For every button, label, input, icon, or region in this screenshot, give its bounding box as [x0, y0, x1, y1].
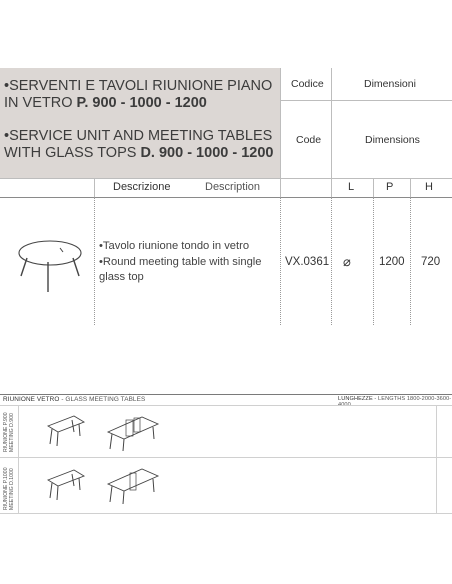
divider [0, 513, 452, 514]
lengths-label-en: - LENGTHS 1800-2000-3600- [374, 396, 452, 402]
divider [18, 405, 19, 513]
product-description [99, 239, 277, 286]
title-italian [4, 78, 280, 112]
divider [0, 197, 452, 198]
divider [0, 394, 452, 395]
divider [373, 197, 374, 325]
product-description-en: •Round meeting table with single glass top [99, 255, 262, 284]
header-code: Code [296, 134, 322, 146]
product-l: ⌀ [343, 254, 351, 269]
row2-label [3, 467, 15, 510]
divider [0, 457, 452, 458]
divider [280, 197, 281, 325]
row1-label-it: RIUNIONE P.900 [3, 412, 9, 452]
divider [0, 405, 452, 406]
divider [410, 178, 411, 197]
header-description: Description [205, 181, 261, 193]
divider [280, 100, 452, 101]
row1-label [3, 412, 15, 452]
lengths-label [338, 396, 452, 408]
rectangular-table-large-drawing-icon [104, 466, 162, 506]
divider [331, 178, 332, 197]
title-english-text: •SERVICE UNIT AND MEETING TABLES WITH GLASS TOPS [4, 128, 273, 161]
header-codice: Codice [291, 78, 324, 90]
divider [410, 197, 411, 325]
divider [94, 197, 95, 325]
divider [373, 178, 374, 197]
section-title-en: - GLASS MEETING TABLES [59, 396, 146, 403]
rectangular-table-small-drawing-icon [44, 414, 86, 448]
title-italian-text: •SERVENTI E TAVOLI RIUNIONE PIANO IN VETRO [4, 78, 273, 111]
title-italian-sizes: P. 900 - 1000 - 1200 [76, 95, 207, 111]
header-col-h: H [425, 181, 433, 193]
title-english-sizes: D. 900 - 1000 - 1200 [140, 145, 274, 161]
row2-label-en: MEETING D.1000 [9, 468, 15, 510]
header-dimensions: Dimensions [365, 134, 420, 146]
divider [331, 68, 332, 178]
row1-label-en: MEETING D.900 [9, 413, 15, 452]
product-description-it: •Tavolo riunione tondo in vetro [99, 240, 250, 252]
row2-label-it: RIUNIONE P.1000 [3, 467, 9, 510]
rectangular-table-large-drawing-icon [104, 414, 162, 452]
rectangular-table-small-drawing-icon [44, 468, 86, 502]
section-title-it: RIUNIONE VETRO [3, 396, 60, 403]
title-english [4, 128, 280, 162]
divider [0, 178, 452, 179]
divider [436, 405, 437, 513]
header-col-p: P [386, 181, 394, 193]
lengths-label-it: LUNGHEZZE [338, 396, 373, 402]
divider [94, 178, 95, 197]
product-code: VX.0361 [285, 256, 330, 268]
section-title [3, 396, 145, 403]
header-col-l: L [348, 181, 355, 193]
header-descrizione: Descrizione [113, 181, 171, 193]
product-p: 1200 [379, 256, 405, 268]
product-h: 720 [421, 256, 441, 268]
divider [331, 197, 332, 325]
round-table-drawing-icon [15, 236, 85, 294]
header-dimensioni: Dimensioni [364, 78, 416, 90]
